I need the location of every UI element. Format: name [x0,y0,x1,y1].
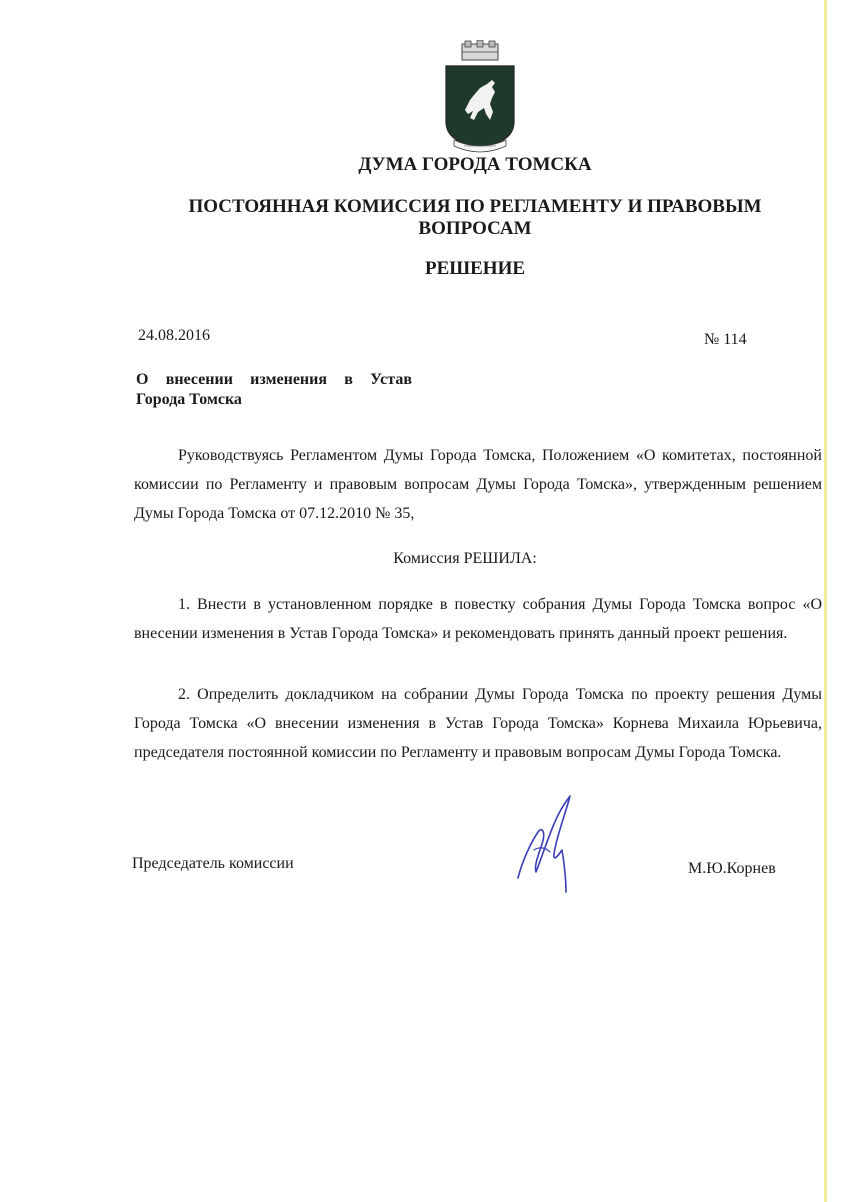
handwritten-signature-icon [506,792,586,897]
document-number: № 114 [704,331,747,348]
document-subject [136,370,412,410]
subject-word: внесении [165,371,233,388]
tomsk-coat-of-arms-icon [440,40,520,172]
org-name: ДУМА ГОРОДА ТОМСКА [358,154,592,175]
decision-item-1: 1. Внести в установленном порядке в повестку собрания Думы Города Томска вопрос «О внесении изменения в Устав Города Томска» и рекомендовать принять данный проект решения. [134,596,822,642]
subject-word: Устав [370,371,412,388]
commission-name-line1: ПОСТОЯННАЯ КОМИССИЯ ПО РЕГЛАМЕНТУ И ПРАВОВЫМ [188,196,762,217]
decision-item-2: 2. Определить докладчиком на собрании Думы Города Томска по проекту решения Думы Города Томска «О внесении изменения в Устав Города Томска» Корнева Михаила Юрьевича, председателя постоянной комиссии по Регламенту и правовым вопросам Думы Города Томска. [134,686,822,761]
subject-line1 [136,370,412,390]
signatory-name: М.Ю.Корнев [688,860,776,877]
document-date: 24.08.2016 [138,327,210,344]
subject-line2: Города Томска [136,391,242,408]
document-type: РЕШЕНИЕ [424,258,526,279]
page-edge-stripe [824,0,827,1202]
decision-heading: Комиссия РЕШИЛА: [393,550,537,567]
subject-word: в [344,371,353,388]
signatory-role: Председатель комиссии [132,855,294,872]
intro-paragraph: Руководствуясь Регламентом Думы Города Томска, Положением «О комитетах, постоянной комиссии по Регламенту и правовым вопросам Думы Города Томска», утвержденным решением Думы Города Томска от 07.12.2010 № 35, [134,447,822,522]
subject-word: О [136,371,149,388]
subject-word: изменения [250,371,328,388]
commission-name-line2: ВОПРОСАМ [418,218,532,239]
commission-name [0,196,850,240]
